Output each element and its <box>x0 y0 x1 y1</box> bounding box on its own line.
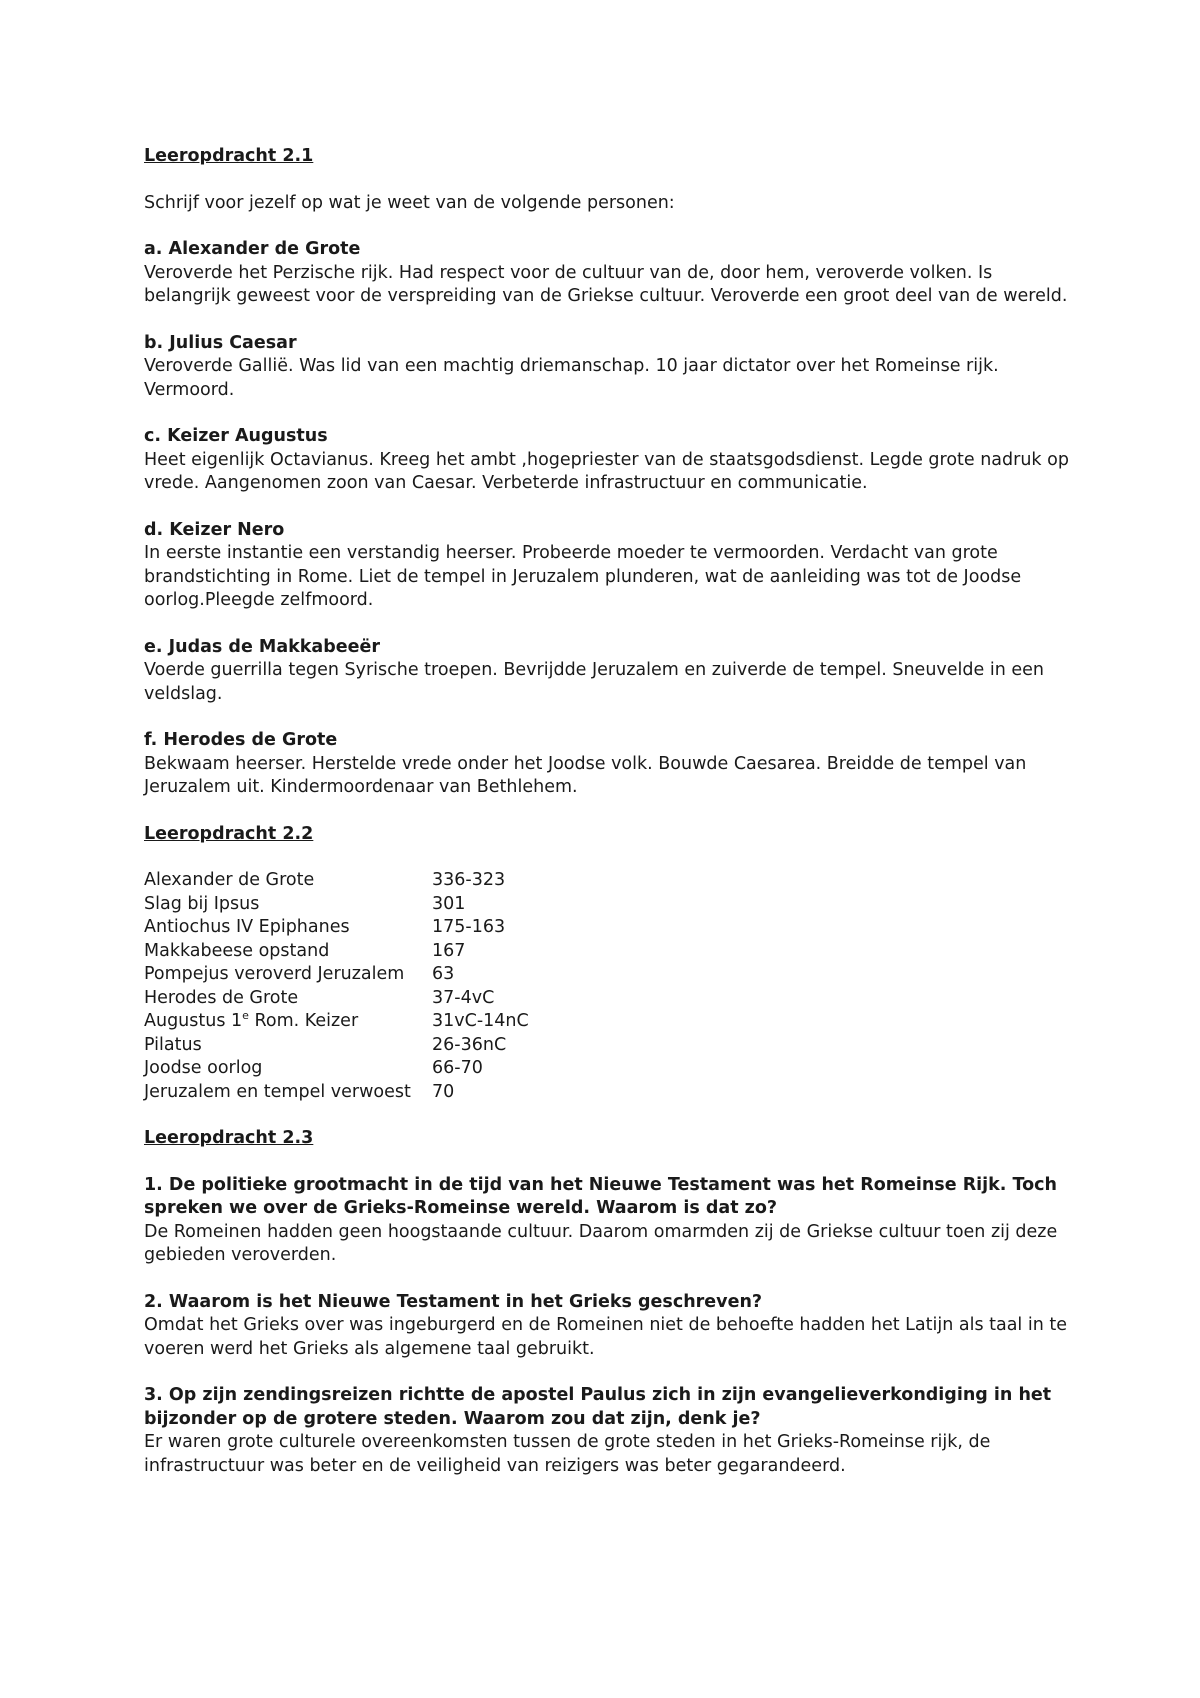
person-block <box>144 519 1074 613</box>
question-text: 2. Waarom is het Nieuwe Testament in het Grieks geschreven? <box>144 1291 763 1312</box>
table-row <box>144 963 529 987</box>
timeline-date: 31vC-14nC <box>432 1011 529 1031</box>
table-row <box>144 869 529 893</box>
timeline-date: 66-70 <box>432 1058 483 1078</box>
table-row <box>144 987 529 1011</box>
person-description: In eerste instantie een verstandig heerser. Probeerde moeder te vermoorden. Verdacht van grote brandstichting in Rome. Liet de tempel in Jeruzalem plunderen, wat de aanleiding was tot de Joodse oorlog.Pleegde zelfmoord. <box>144 543 1022 610</box>
person-title: f. Herodes de Grote <box>144 730 338 750</box>
person-title: b. Julius Caesar <box>144 332 297 353</box>
timeline-date: 175-163 <box>432 917 506 937</box>
person-block <box>144 636 1074 707</box>
question-block <box>144 1174 1074 1268</box>
assignment-heading-2-1: Leeropdracht 2.1 <box>144 146 314 166</box>
person-description: Veroverde Gallië. Was lid van een machtig driemanschap. 10 jaar dictator over het Romeinse rijk. Vermoord. <box>144 356 999 400</box>
timeline-event <box>144 1010 432 1034</box>
person-title: d. Keizer Nero <box>144 519 285 540</box>
table-row <box>144 1034 529 1058</box>
question-block <box>144 1291 1074 1362</box>
timeline-date: 37-4vC <box>432 987 495 1008</box>
timeline-event-prefix: Augustus 1 <box>144 1011 243 1031</box>
person-description: Bekwaam heerser. Herstelde vrede onder het Joodse volk. Bouwde Caesarea. Breidde de tempel van Jeruzalem uit. Kindermoordenaar van Bethlehem. <box>144 753 1027 797</box>
person-description: Voerde guerrilla tegen Syrische troepen. Bevrijdde Jeruzalem en zuiverde de tempel. Sneuvelde in een veldslag. <box>144 660 1044 704</box>
timeline-event: Jeruzalem en tempel verwoest <box>144 1081 411 1102</box>
person-title: c. Keizer Augustus <box>144 426 328 446</box>
timeline-date: 63 <box>432 964 455 984</box>
timeline-event: Antiochus IV Epiphanes <box>144 917 350 937</box>
question-text: 3. Op zijn zendingsreizen richtte de apostel Paulus zich in zijn evangelieverkondiging in het bijzonder op de grotere steden. Waarom zou dat zijn, denk je? <box>144 1385 1052 1429</box>
timeline-event: Joodse oorlog <box>144 1058 263 1078</box>
answer-text: Omdat het Grieks over was ingeburgerd en de Romeinen niet de behoefte hadden het Latijn als taal in te voeren werd het Grieks als algemene taal gebruikt. <box>144 1315 1067 1359</box>
answer-text: De Romeinen hadden geen hoogstaande cultuur. Daarom omarmden zij de Griekse cultuur toen zij deze gebieden veroverden. <box>144 1221 1058 1265</box>
timeline-event: Herodes de Grote <box>144 987 299 1008</box>
assignment-heading-2-2: Leeropdracht 2.2 <box>144 823 314 844</box>
table-row <box>144 1010 529 1034</box>
timeline-date: 70 <box>432 1081 455 1102</box>
table-row <box>144 940 529 964</box>
timeline-date: 301 <box>432 893 466 914</box>
timeline-event: Makkabeese opstand <box>144 940 330 961</box>
table-row <box>144 1081 529 1105</box>
person-description: Veroverde het Perzische rijk. Had respect voor de cultuur van de, door hem, veroverde volken. Is belangrijk geweest voor de verspreiding van de Griekse cultuur. Veroverde een groot deel van de wereld. <box>144 262 1068 306</box>
timeline-event: Pompejus veroverd Jeruzalem <box>144 964 405 984</box>
person-block <box>144 238 1074 309</box>
question-block <box>144 1384 1074 1478</box>
person-block <box>144 729 1074 800</box>
timeline-event: Slag bij Ipsus <box>144 893 260 914</box>
timeline-date: 167 <box>432 940 466 961</box>
timeline-table <box>144 869 529 1104</box>
assignment-instruction: Schrijf voor jezelf op wat je weet van de volgende personen: <box>144 192 675 213</box>
timeline-event: Alexander de Grote <box>144 870 315 890</box>
person-title: e. Judas de Makkabeeër <box>144 636 380 657</box>
answer-text: Er waren grote culturele overeenkomsten tussen de grote steden in het Grieks-Romeinse rijk, de infrastructuur was beter en de veiligheid van reizigers was beter gegarandeerd. <box>144 1432 991 1476</box>
assignment-heading-2-3: Leeropdracht 2.3 <box>144 1128 314 1148</box>
table-row <box>144 1057 529 1081</box>
person-block <box>144 425 1074 496</box>
person-description: Heet eigenlijk Octavianus. Kreeg het ambt ,hogepriester van de staatsgodsdienst. Legde grote nadruk op vrede. Aangenomen zoon van Caesar. Verbeterde infrastructuur en communicatie. <box>144 449 1069 493</box>
timeline-date: 336-323 <box>432 870 506 890</box>
person-block <box>144 332 1074 403</box>
timeline-event-suffix: Rom. Keizer <box>248 1011 359 1031</box>
timeline-event: Pilatus <box>144 1034 202 1055</box>
question-text: 1. De politieke grootmacht in de tijd van het Nieuwe Testament was het Romeinse Rijk. Toch spreken we over de Grieks-Romeinse wereld. Waarom is dat zo? <box>144 1174 1058 1218</box>
document-content <box>144 145 1074 1478</box>
ordinal-superscript: e <box>242 1009 249 1023</box>
person-title: a. Alexander de Grote <box>144 239 361 259</box>
table-row <box>144 893 529 917</box>
table-row <box>144 916 529 940</box>
timeline-date: 26-36nC <box>432 1034 507 1055</box>
